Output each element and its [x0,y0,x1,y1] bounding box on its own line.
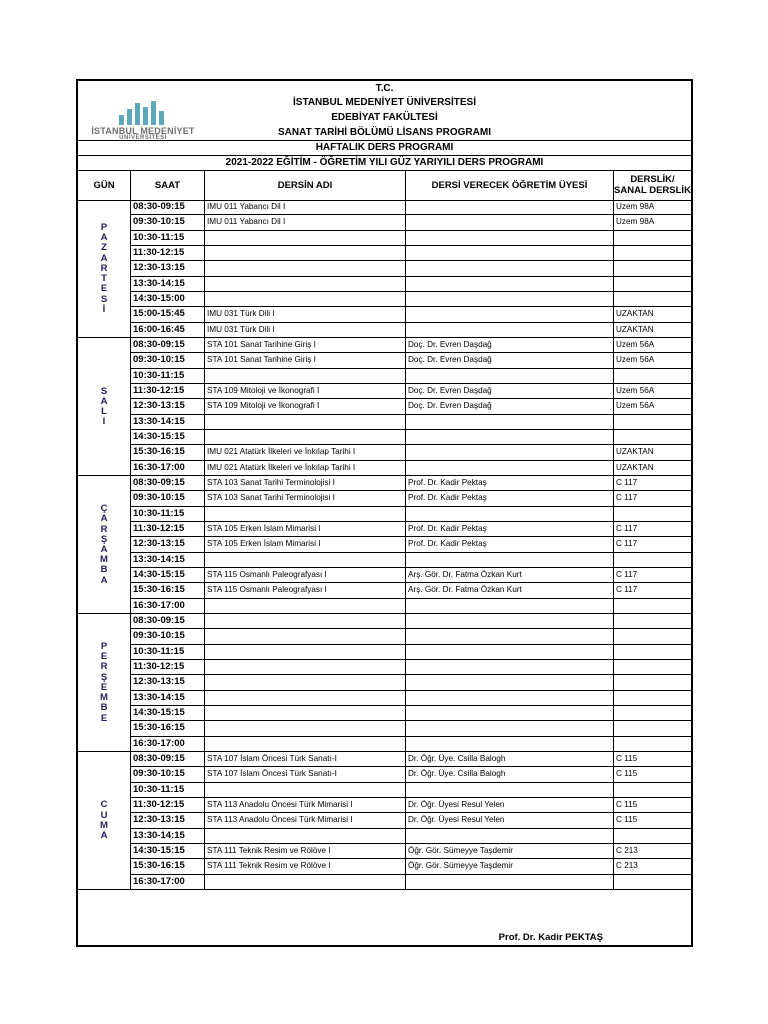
table-row [131,399,691,414]
course-cell [205,691,406,705]
table-row [131,537,691,552]
course-cell: STA 109 Mitoloji ve İkonografi I [205,384,406,398]
lecturer-cell [406,231,614,245]
room-cell [614,292,691,306]
lecturer-cell [406,415,614,429]
room-cell: C 117 [616,585,638,595]
course-cell: STA 113 Anadolu Öncesi Türk Mimarisi I [205,813,406,827]
time-cell: 11:30-12:15 [131,798,205,812]
table-row [131,323,691,338]
table-row [131,721,691,736]
table-row [131,583,691,598]
course-cell [205,645,406,659]
room-cell: Uzem 98A [616,217,655,227]
header-tc: T.C. [375,83,394,94]
time-cell: 10:30-11:15 [131,369,205,383]
room-cell [614,553,691,567]
room-cell: C 115 [616,753,638,763]
course-cell: STA 107 İslam Öncesi Türk Sanatı-I [205,752,406,766]
course-cell [205,599,406,613]
course-cell: STA 105 Erken İslam Mimarisi I [205,537,406,551]
table-row [131,813,691,828]
time-cell: 12:30-13:15 [131,537,205,551]
room-cell [614,783,691,797]
table-row [131,261,691,276]
table-row [131,737,691,752]
table-row [131,660,691,675]
time-cell: 11:30-12:15 [131,660,205,674]
lecturer-cell [406,445,614,459]
course-cell [205,737,406,751]
room-cell [614,261,691,275]
room-cell [614,599,691,613]
room-cell: C 117 [616,569,638,579]
lecturer-cell: Arş. Gör. Dr. Fatma Özkan Kurt [406,568,614,582]
time-cell: 08:30-09:15 [131,476,205,490]
course-cell [205,277,406,291]
lecturer-cell [406,200,614,214]
lecturer-cell [406,875,614,889]
time-cell: 16:00-16:45 [131,323,205,337]
time-cell: 16:30-17:00 [131,599,205,613]
table-row [131,599,691,614]
time-cell: 10:30-11:15 [131,507,205,521]
room-cell [614,231,691,245]
course-cell: IMU 031 Türk Dili I [205,323,406,337]
course-cell: STA 101 Sanat Tarihine Giriş I [205,338,406,352]
lecturer-cell [406,691,614,705]
lecturer-cell: Prof. Dr. Kadir Pektaş [406,476,614,490]
course-cell: IMU 021 Atatürk İlkeleri ve İnkılap Tarihi I [205,461,406,475]
time-cell: 11:30-12:15 [131,384,205,398]
lecturer-cell: Prof. Dr. Kadir Pektaş [406,491,614,505]
room-cell [614,645,691,659]
course-cell [205,231,406,245]
room-cell [614,614,691,628]
course-cell: IMU 011 Yabancı Dil I [205,215,406,229]
table-row [131,507,691,522]
table-row [131,629,691,644]
time-cell: 12:30-13:15 [131,813,205,827]
header-university: İSTANBUL MEDENİYET ÜNİVERSİTESİ [293,97,476,108]
table-row [131,353,691,368]
lecturer-cell [406,292,614,306]
table-row [131,369,691,384]
room-cell [614,430,691,444]
column-header-row [78,170,691,201]
lecturer-cell [406,307,614,321]
room-cell: Uzem 56A [616,401,655,411]
course-cell [205,369,406,383]
room-cell [614,369,691,383]
lecturer-cell: Doç. Dr. Evren Daşdağ [406,353,614,367]
lecturer-cell: Dr. Öğr. Üye. Csilla Balogh [406,767,614,781]
lecturer-cell [406,277,614,291]
course-cell [205,660,406,674]
room-cell: Uzem 56A [616,385,655,395]
logo-subtext: ÜNİVERSİTESİ [119,135,167,141]
course-cell: IMU 031 Türk Dili I [205,307,406,321]
col-course: DERSİN ADI [205,170,406,200]
time-cell: 15:00-15:45 [131,307,205,321]
time-cell: 16:30-17:00 [131,737,205,751]
table-row [131,338,691,353]
room-cell: C 117 [616,539,638,549]
course-cell [205,675,406,689]
table-row [131,568,691,583]
time-cell: 11:30-12:15 [131,246,205,260]
time-cell: 16:30-17:00 [131,461,205,475]
time-cell: 13:30-14:15 [131,415,205,429]
day-label: P A Z A R T E S İ [100,222,108,315]
table-row [131,767,691,782]
course-cell [205,507,406,521]
course-cell [205,721,406,735]
room-cell: Uzem 56A [616,355,655,365]
lecturer-cell [406,507,614,521]
time-cell: 16:30-17:00 [131,875,205,889]
day-cell [78,200,131,338]
table-row [131,675,691,690]
course-cell [205,553,406,567]
room-cell [614,721,691,735]
day-label: C U M A [100,799,108,842]
day-cell [78,476,131,614]
lecturer-cell: Dr. Öğr. Üye. Csilla Balogh [406,752,614,766]
room-cell [614,875,691,889]
table-row [131,476,691,491]
room-cell [614,706,691,720]
course-cell: STA 107 İslam Öncesi Türk Sanatı-I [205,767,406,781]
course-cell: STA 103 Sanat Tarihi Terminolojisi I [205,491,406,505]
room-cell [614,737,691,751]
lecturer-cell: Dr. Öğr. Üyesi Resul Yelen [406,813,614,827]
time-cell: 08:30-09:15 [131,338,205,352]
table-row [131,798,691,813]
table-row [131,614,691,629]
table-row [131,430,691,445]
time-cell: 14:30-15:15 [131,568,205,582]
lecturer-cell [406,783,614,797]
course-cell [205,415,406,429]
time-cell: 13:30-14:15 [131,277,205,291]
room-cell: C 115 [616,799,638,809]
room-cell: C 117 [616,523,638,533]
course-cell [205,246,406,260]
lecturer-cell: Öğr. Gör. Sümeyye Taşdemir [406,859,614,873]
header-weekly: HAFTALIK DERS PROGRAMI [78,140,691,156]
time-cell: 10:30-11:15 [131,231,205,245]
room-cell [614,829,691,843]
lecturer-cell [406,737,614,751]
time-cell: 13:30-14:15 [131,829,205,843]
course-cell [205,430,406,444]
lecturer-cell: Dr. Öğr. Üyesi Resul Yelen [406,798,614,812]
course-cell: STA 111 Teknik Resim ve Rölöve I [205,844,406,858]
lecturer-cell: Arş. Gör. Dr. Fatma Özkan Kurt [406,583,614,597]
footer [78,890,691,945]
lecturer-cell [406,721,614,735]
course-cell [205,629,406,643]
table-row [131,491,691,506]
course-cell [205,875,406,889]
time-cell: 09:30-10:15 [131,353,205,367]
lecturer-cell [406,461,614,475]
room-cell [614,629,691,643]
lecturer-cell [406,645,614,659]
day-label: Ç A R Ş A M B A [100,503,108,586]
room-cell: UZAKTAN [616,324,654,334]
table-row [131,783,691,798]
table-row [131,706,691,721]
course-cell: STA 105 Erken İslam Mimarisi I [205,522,406,536]
room-cell [614,246,691,260]
table-row [131,859,691,874]
table-row [131,277,691,292]
course-cell [205,292,406,306]
day-label: P E R Ş E M B E [100,641,108,724]
lecturer-cell [406,261,614,275]
time-cell: 08:30-09:15 [131,752,205,766]
table-row [131,246,691,261]
signature: Prof. Dr. Kadir PEKTAŞ [498,932,603,943]
table-row [131,829,691,844]
table-row [131,522,691,537]
lecturer-cell [406,215,614,229]
room-cell: C 115 [616,769,638,779]
time-cell: 13:30-14:15 [131,553,205,567]
table-row [131,200,691,215]
room-cell: UZAKTAN [616,462,654,472]
logo-text: İSTANBUL MEDENİYET [91,126,195,136]
day-cell [78,614,131,752]
table-row [131,844,691,859]
time-cell: 14:30-15:00 [131,292,205,306]
lecturer-cell [406,430,614,444]
course-cell: STA 109 Mitoloji ve İkonografi I [205,399,406,413]
room-cell [614,691,691,705]
course-cell [205,614,406,628]
time-cell: 14:30-15:15 [131,706,205,720]
table-row [131,461,691,476]
table-row [131,553,691,568]
time-cell: 08:30-09:15 [131,614,205,628]
col-room: DERSLİK/ SANAL DERSLİK [614,174,691,196]
table-row [131,307,691,322]
table-row [131,384,691,399]
time-cell: 12:30-13:15 [131,261,205,275]
course-cell: STA 113 Anadolu Öncesi Türk Mimarisi I [205,798,406,812]
header-faculty: EDEBİYAT FAKÜLTESİ [331,112,438,123]
day-label: S A L I [100,385,108,428]
room-cell [614,507,691,521]
header-program: SANAT TARİHİ BÖLÜMÜ LİSANS PROGRAMI [78,125,691,141]
time-cell: 14:30-15:15 [131,430,205,444]
lecturer-cell [406,614,614,628]
course-cell [205,783,406,797]
col-lecturer: DERSİ VERECEK ÖĞRETİM ÜYESİ [406,170,614,200]
lecturer-cell: Prof. Dr. Kadir Pektaş [406,522,614,536]
time-cell: 11:30-12:15 [131,522,205,536]
lecturer-cell [406,323,614,337]
time-cell: 15:30-16:15 [131,859,205,873]
table-row [131,292,691,307]
lecturer-cell [406,599,614,613]
room-cell: C 117 [616,493,638,503]
time-cell: 09:30-10:15 [131,491,205,505]
lecturer-cell: Prof. Dr. Kadir Pektaş [406,537,614,551]
table-row [131,215,691,230]
col-time: SAAT [131,170,205,200]
room-cell: UZAKTAN [616,447,654,457]
time-cell: 14:30-15:15 [131,844,205,858]
time-cell: 09:30-10:15 [131,629,205,643]
table-row [131,415,691,430]
time-cell: 08:30-09:15 [131,200,205,214]
time-cell: 15:30-16:15 [131,445,205,459]
lecturer-cell [406,553,614,567]
room-cell: C 213 [616,861,638,871]
lecturer-cell: Doç. Dr. Evren Daşdağ [406,338,614,352]
course-cell [205,706,406,720]
table-row [131,645,691,660]
room-cell [614,415,691,429]
lecturer-cell [406,629,614,643]
room-cell: C 115 [616,815,638,825]
lecturer-cell: Öğr. Gör. Sümeyye Taşdemir [406,844,614,858]
time-cell: 10:30-11:15 [131,783,205,797]
table-row [131,231,691,246]
course-cell: STA 101 Sanat Tarihine Giriş I [205,353,406,367]
table-row [131,875,691,890]
course-cell: STA 115 Osmanlı Paleografyası I [205,583,406,597]
course-cell: STA 115 Osmanlı Paleografyası I [205,568,406,582]
room-cell: UZAKTAN [616,309,654,319]
time-cell: 15:30-16:15 [131,583,205,597]
course-cell: STA 111 Teknik Resim ve Rölöve I [205,859,406,873]
time-cell: 12:30-13:15 [131,675,205,689]
lecturer-cell [406,660,614,674]
lecturer-cell [406,675,614,689]
lecturer-cell [406,706,614,720]
lecturer-cell [406,829,614,843]
day-cell [78,752,131,890]
room-cell: Uzem 98A [616,202,655,211]
schedule-sheet [76,79,693,947]
table-row [131,752,691,767]
header-term: 2021-2022 EĞİTİM - ÖĞRETİM YILI GÜZ YARIYILI DERS PROGRAMI [78,155,691,171]
time-cell: 13:30-14:15 [131,691,205,705]
lecturer-cell [406,369,614,383]
col-day: GÜN [78,170,131,200]
time-cell: 15:30-16:15 [131,721,205,735]
time-cell: 09:30-10:15 [131,215,205,229]
time-cell: 10:30-11:15 [131,645,205,659]
room-cell: Uzem 56A [616,339,655,349]
day-cell [78,338,131,476]
course-cell: STA 103 Sanat Tarihi Terminolojisi I [205,476,406,490]
table-row [131,445,691,460]
lecturer-cell: Doç. Dr. Evren Daşdağ [406,399,614,413]
time-cell: 12:30-13:15 [131,399,205,413]
room-cell [614,675,691,689]
room-cell [614,660,691,674]
room-cell [614,277,691,291]
course-cell [205,829,406,843]
room-cell: C 117 [616,477,638,487]
lecturer-cell [406,246,614,260]
table-row [131,691,691,706]
time-cell: 09:30-10:15 [131,767,205,781]
schedule-grid [78,200,691,890]
course-cell: IMU 021 Atatürk İlkeleri ve İnkılap Tarihi I [205,445,406,459]
lecturer-cell: Doç. Dr. Evren Daşdağ [406,384,614,398]
room-cell: C 213 [616,845,638,855]
course-cell: IMU 011 Yabancı Dil I [205,200,406,214]
course-cell [205,261,406,275]
